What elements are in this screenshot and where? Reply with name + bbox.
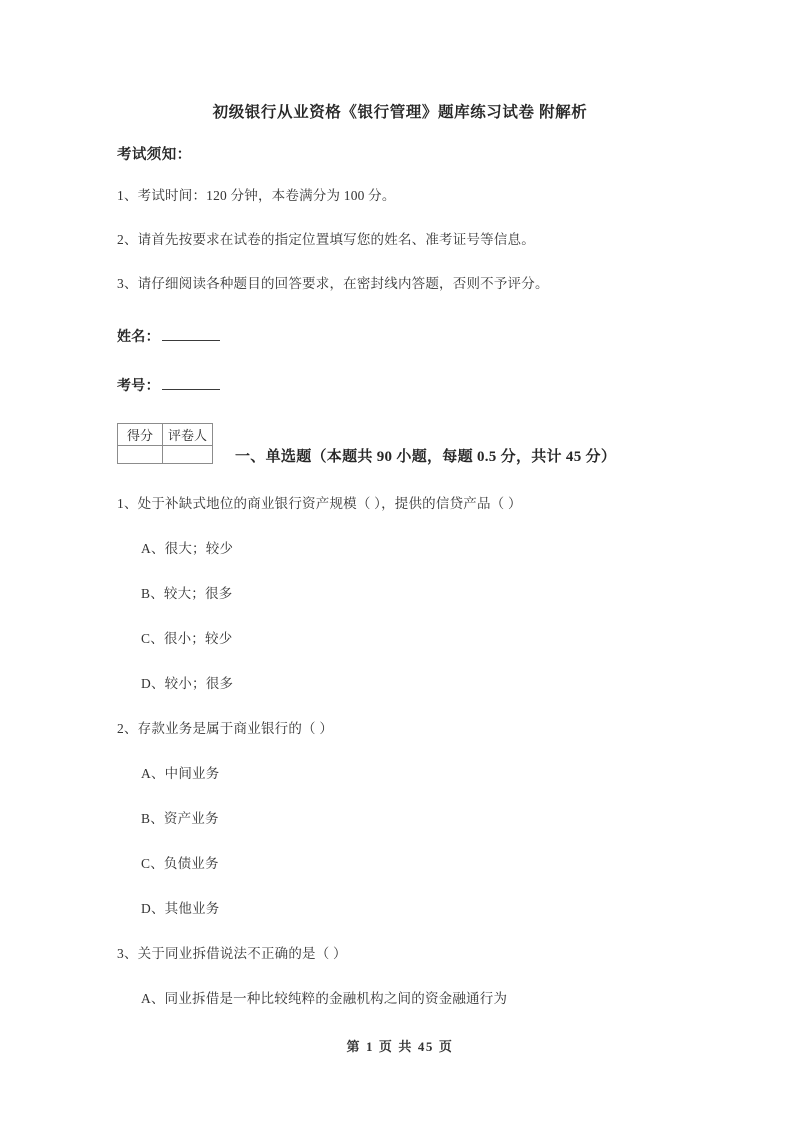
notice-heading: 考试须知：	[117, 147, 192, 163]
option-c[interactable]: C、很小；较少	[141, 631, 233, 646]
option-d[interactable]: D、较小；很多	[141, 676, 234, 691]
question-stem: 1、处于补缺式地位的商业银行资产规模（ ），提供的信贷产品（ ）	[117, 496, 522, 511]
score-table	[117, 423, 213, 464]
exam-number-field-blank[interactable]	[162, 376, 220, 390]
section-heading: 一、单选题（本题共 90 小题，每题 0.5 分，共计 45 分）	[235, 449, 617, 465]
question-item	[117, 946, 683, 1007]
question-list	[117, 496, 683, 1036]
option-list	[117, 766, 683, 917]
table-row	[118, 446, 213, 464]
score-table-header-grader: 评卷人	[163, 424, 213, 446]
option-b[interactable]: B、较大；很多	[141, 586, 233, 601]
question-stem: 3、关于同业拆借说法不正确的是（ ）	[117, 946, 347, 961]
option-list	[117, 541, 683, 692]
score-table-cell-grader[interactable]	[163, 446, 213, 464]
notice-item: 2、请首先按要求在试卷的指定位置填写您的姓名、准考证号等信息。	[117, 232, 535, 247]
name-field-label: 姓名：	[117, 330, 160, 345]
exam-number-field-row	[117, 375, 220, 395]
score-table-header-score: 得分	[118, 424, 163, 446]
candidate-fields	[117, 326, 220, 424]
option-d[interactable]: D、其他业务	[141, 901, 220, 916]
page-title: 初级银行从业资格《银行管理》题库练习试卷 附解析	[212, 104, 588, 121]
option-c[interactable]: C、负债业务	[141, 856, 219, 871]
score-table-cell-score[interactable]	[118, 446, 163, 464]
notice-list	[117, 188, 683, 320]
name-field-blank[interactable]	[162, 327, 220, 341]
notice-item: 3、请仔细阅读各种题目的回答要求，在密封线内答题，否则不予评分。	[117, 276, 549, 291]
name-field-row	[117, 326, 220, 346]
question-stem: 2、存款业务是属于商业银行的（ ）	[117, 721, 334, 736]
score-table-header-row	[118, 424, 213, 446]
option-b[interactable]: B、资产业务	[141, 811, 219, 826]
page-footer: 第 1 页 共 45 页	[346, 1039, 454, 1054]
question-item	[117, 496, 683, 692]
exam-number-field-label: 考号：	[117, 379, 160, 394]
option-a[interactable]: A、很大；较少	[141, 541, 234, 556]
option-a[interactable]: A、中间业务	[141, 766, 220, 781]
question-item	[117, 721, 683, 917]
notice-item: 1、考试时间：120 分钟，本卷满分为 100 分。	[117, 188, 396, 203]
option-a[interactable]: A、同业拆借是一种比较纯粹的金融机构之间的资金融通行为	[141, 991, 508, 1006]
option-list	[117, 991, 683, 1007]
